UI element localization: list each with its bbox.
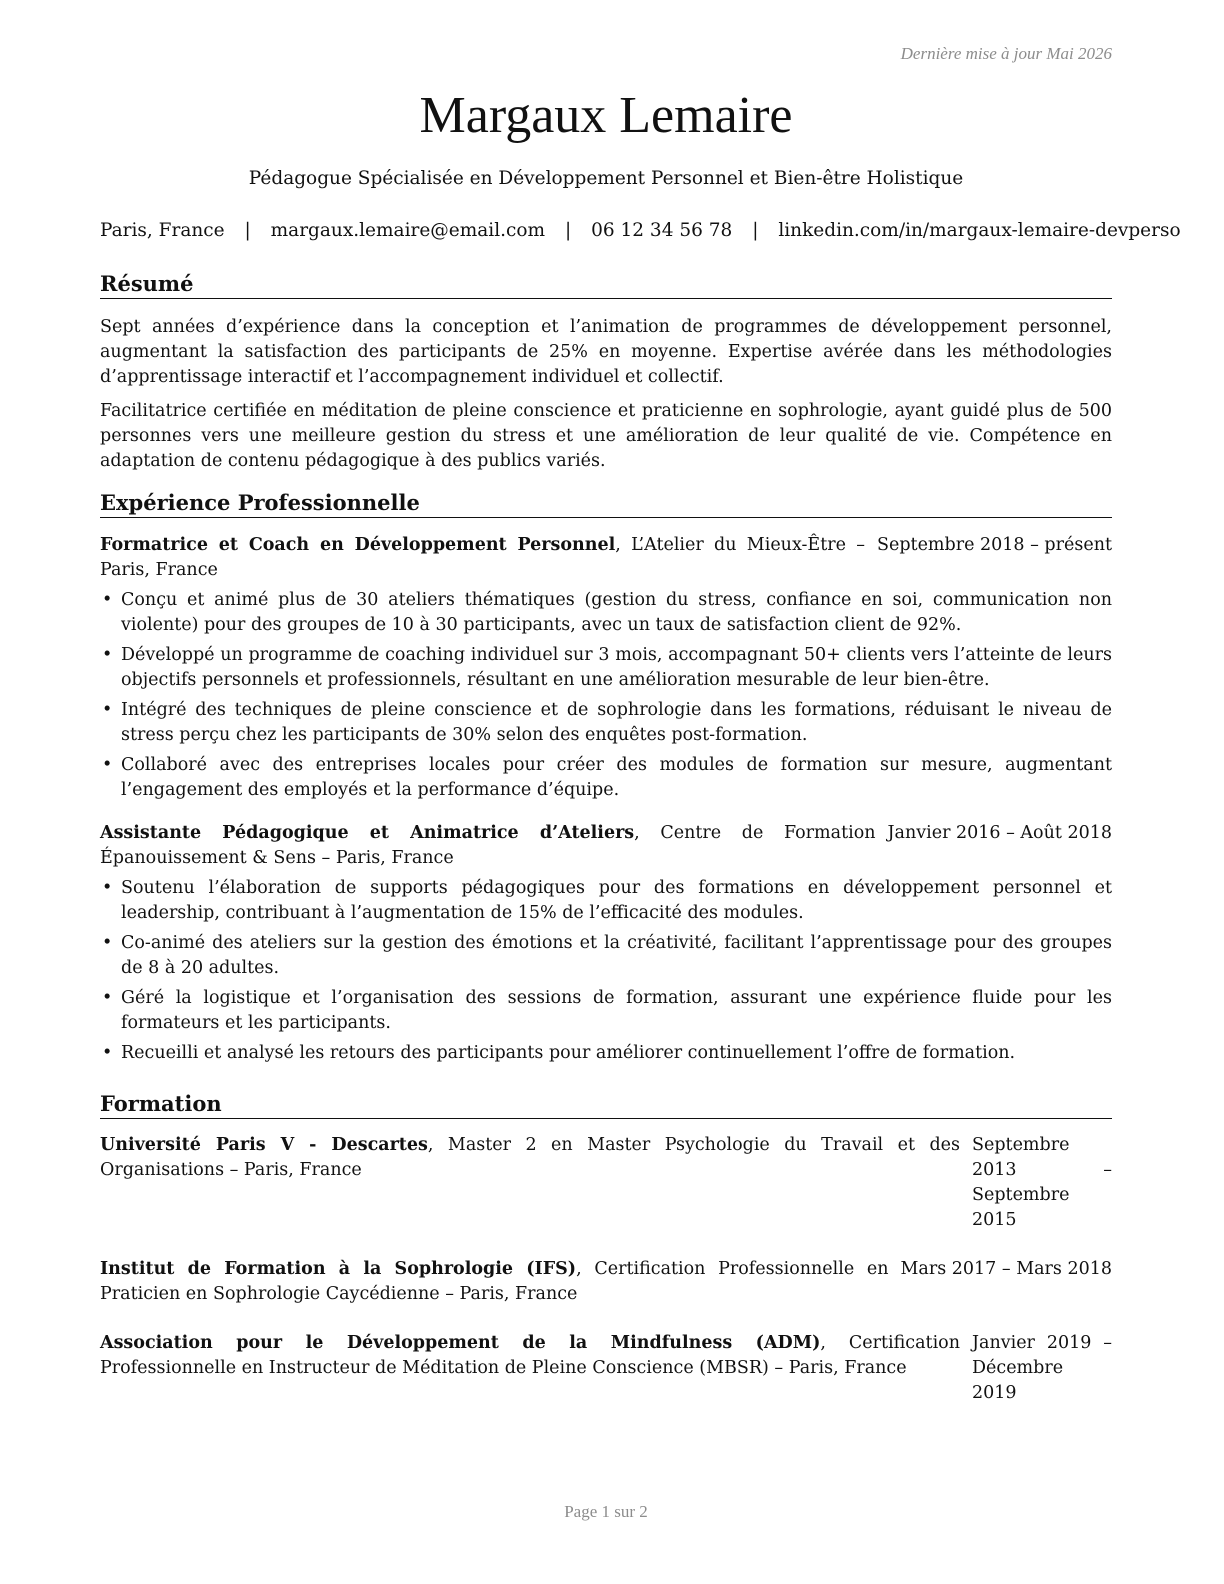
degree-details: , Certification Professionnelle en Praticien en Sophrologie Caycédienne – Paris, France — [100, 1259, 889, 1304]
education-line — [100, 1133, 972, 1183]
degree-details: , Certification Professionnelle en Instructeur de Méditation de Pleine Conscience (MBSR) – Paris, France — [100, 1333, 960, 1378]
education-dates: Janvier 2019 – Décembre 2019 — [972, 1333, 1112, 1403]
contact-separator: | — [564, 220, 572, 241]
education-entry — [100, 1257, 1112, 1307]
education-line — [100, 1257, 901, 1307]
bullet-icon: • — [102, 1043, 113, 1063]
bullet-icon: • — [102, 878, 113, 898]
list-item — [100, 1041, 1112, 1066]
bullet-icon: • — [102, 755, 113, 775]
bullet-icon: • — [102, 590, 113, 610]
job-title-line — [100, 533, 877, 583]
contact-separator: | — [752, 220, 759, 241]
section-heading-education: Formation — [100, 1090, 1112, 1119]
education-entry — [100, 1331, 1112, 1406]
school-name: Université Paris V - Descartes — [100, 1135, 428, 1155]
bullet-text: Collaboré avec des entreprises locales pour créer des modules de formation sur mesure, augmentant l’engagement des employés et la performance d’équipe. — [121, 755, 1112, 800]
bullet-icon: • — [102, 933, 113, 953]
bullet-text: Soutenu l’élaboration de supports pédagogiques pour des formations en développement personnel et leadership, contribuant à l’augmentation de 15% de l’efficacité des modules. — [121, 878, 1112, 923]
bullet-icon: • — [102, 645, 113, 665]
job-title: Formatrice et Coach en Développement Personnel — [100, 535, 616, 555]
job-details: , Centre de Formation Épanouissement & Sens – Paris, France — [100, 823, 876, 868]
list-item — [100, 643, 1112, 693]
tagline: Pédagogue Spécialisée en Développement Personnel et Bien-être Holistique — [248, 168, 964, 189]
contact-location: Paris, France — [100, 220, 225, 241]
job-header — [100, 533, 1112, 583]
job-bullets — [100, 876, 1112, 1066]
contact-linkedin[interactable]: linkedin.com/in/margaux-lemaire-devperso — [778, 220, 1181, 241]
job-header — [100, 821, 1112, 871]
summary-paragraph: Sept années d’expérience dans la conception et l’animation de programmes de développement personnel, augmentant la satisfaction des participants de 25% en moyenne. Expertise avérée dans les méthodologies d’apprentissage interactif et l’accompagnement individuel et collectif. — [100, 317, 1112, 387]
list-item — [100, 753, 1112, 803]
list-item — [100, 931, 1112, 981]
job-details: , L’Atelier du Mieux-Être – Paris, France — [100, 535, 865, 580]
candidate-name: Margaux Lemaire — [419, 87, 793, 144]
last-updated: Dernière mise à jour Mai 2026 — [900, 44, 1112, 63]
education-dates: Septembre 2013 – Septembre 2015 — [972, 1135, 1112, 1230]
list-item — [100, 698, 1112, 748]
education-line — [100, 1331, 972, 1381]
bullet-text: Co-animé des ateliers sur la gestion des émotions et la créativité, facilitant l’apprentissage pour des groupes de 8 à 20 adultes. — [121, 933, 1112, 978]
bullet-text: Développé un programme de coaching individuel sur 3 mois, accompagnant 50+ clients vers l’atteinte de leurs objectifs personnels et professionnels, résultant en une amélioration mesurable de leur bien-être. — [121, 645, 1112, 690]
education-section — [100, 1090, 1112, 1406]
job-bullets — [100, 588, 1112, 803]
summary-section — [100, 270, 1112, 474]
bullet-icon: • — [102, 700, 113, 720]
education-dates: Mars 2017 – Mars 2018 — [900, 1259, 1112, 1279]
section-heading-summary: Résumé — [100, 270, 1112, 299]
list-item — [100, 588, 1112, 638]
contact-email[interactable]: margaux.lemaire@email.com — [270, 220, 546, 241]
bullet-text: Intégré des techniques de pleine conscience et de sophrologie dans les formations, réduisant le niveau de stress perçu chez les participants de 30% selon des enquêtes post-formation. — [121, 700, 1112, 745]
list-item — [100, 876, 1112, 926]
job-entry — [100, 533, 1112, 803]
resume-page — [100, 0, 1181, 1584]
education-entry — [100, 1133, 1112, 1233]
contact-line — [100, 218, 1181, 244]
summary-paragraph: Facilitatrice certifiée en méditation de pleine conscience et praticienne en sophrologie, ayant guidé plus de 500 personnes vers une meilleure gestion du stress et une amélioration de leur qualité de vie. Compétence en adaptation de contenu pédagogique à des publics variés. — [100, 401, 1112, 471]
job-entry — [100, 821, 1112, 1066]
job-title-line — [100, 821, 888, 871]
list-item — [100, 986, 1112, 1036]
school-name: Institut de Formation à la Sophrologie (IFS) — [100, 1259, 577, 1279]
contact-phone[interactable]: 06 12 34 56 78 — [591, 220, 733, 241]
contact-separator: | — [244, 220, 251, 241]
bullet-text: Recueilli et analysé les retours des participants pour améliorer continuellement l’offre de formation. — [121, 1043, 1016, 1063]
school-name: Association pour le Développement de la Mindfulness (ADM) — [100, 1333, 821, 1353]
experience-section — [100, 489, 1112, 1071]
job-title: Assistante Pédagogique et Animatrice d’Ateliers — [100, 823, 635, 843]
bullet-icon: • — [102, 988, 113, 1008]
degree-details: , Master 2 en Master Psychologie du Travail et des Organisations – Paris, France — [100, 1135, 960, 1180]
section-heading-experience: Expérience Professionnelle — [100, 489, 1112, 518]
bullet-text: Conçu et animé plus de 30 ateliers thématiques (gestion du stress, confiance en soi, communication non violente) pour des groupes de 10 à 30 participants, avec un taux de satisfaction client de 92%. — [121, 590, 1112, 635]
job-dates: Janvier 2016 – Août 2018 — [887, 823, 1112, 843]
job-dates: Septembre 2018 – présent — [877, 535, 1112, 555]
page-number: Page 1 sur 2 — [564, 1502, 648, 1521]
bullet-text: Géré la logistique et l’organisation des sessions de formation, assurant une expérience fluide pour les formateurs et les participants. — [121, 988, 1112, 1033]
